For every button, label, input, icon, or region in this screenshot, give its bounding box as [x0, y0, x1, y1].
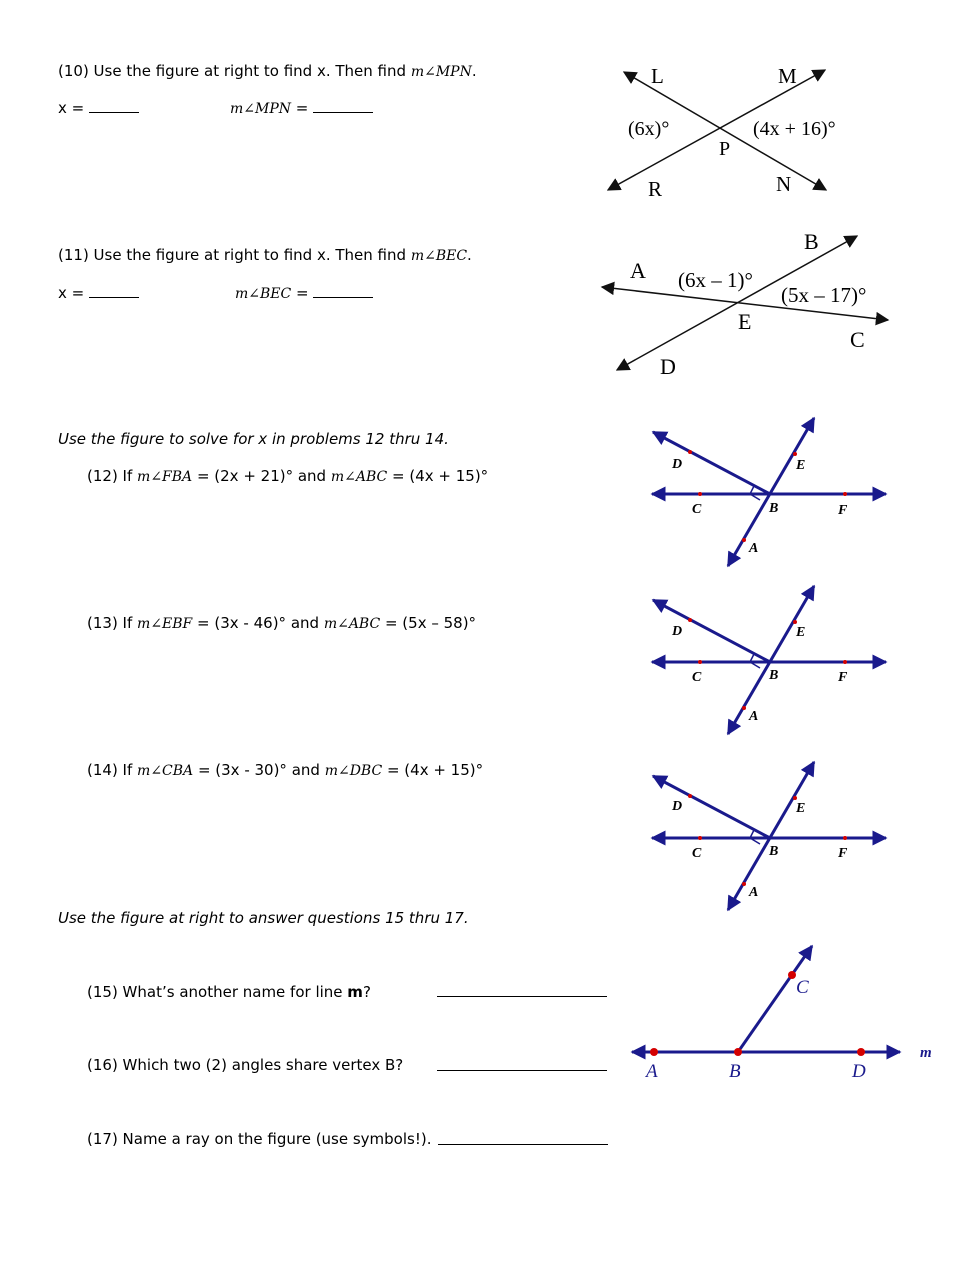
q13-fig-E: E	[796, 625, 806, 640]
q11-angle: m∠BEC	[410, 248, 468, 264]
q10-prompt-text: (10) Use the figure at right to find x. Then find	[58, 62, 411, 80]
q17-prompt: (17) Name a ray on the figure (use symbols!).	[87, 1130, 432, 1148]
q11-prompt-text: (11) Use the figure at right to find x. Then find	[58, 246, 411, 264]
q12-text-b: = (2x + 21)° and	[192, 467, 331, 485]
q10-right-angle: (4x + 16)°	[753, 118, 836, 140]
q10-angle: m∠MPN	[410, 64, 472, 80]
last-fig-B: B	[729, 1061, 741, 1082]
q10-label-N: N	[776, 172, 792, 196]
last-fig-A: A	[646, 1061, 658, 1082]
q11-angle-eq: =	[291, 284, 314, 302]
q12-fig-E: E	[796, 458, 806, 473]
q17-answer-blank[interactable]	[438, 1131, 608, 1145]
q11-x-label: x =	[58, 284, 89, 302]
q11-label-E: E	[738, 309, 752, 334]
q10-label-R: R	[648, 177, 663, 201]
q13-fig-F: F	[838, 670, 848, 685]
q14-fig-F: F	[838, 846, 848, 861]
last-fig-m: m	[920, 1045, 932, 1061]
q14-angle-1: m∠CBA	[137, 763, 194, 779]
q12-fig-C: C	[692, 502, 702, 517]
q11-angle-name: m∠BEC	[235, 286, 292, 302]
q14-fig-A: A	[749, 885, 759, 900]
q12-angle-2: m∠ABC	[330, 469, 388, 485]
q15-text-a: (15) What’s another name for line	[87, 983, 348, 1001]
q11-label-A: A	[630, 258, 646, 283]
q14-text-a: (14) If	[87, 761, 138, 779]
q14-angle-2: m∠DBC	[324, 763, 383, 779]
q14-fig-C: C	[692, 846, 702, 861]
q15-line-m: m	[347, 983, 363, 1001]
q14-text-b: = (3x - 30)° and	[193, 761, 325, 779]
q11-top-angle: (6x – 1)°	[678, 268, 753, 292]
q10-label-L: L	[651, 64, 664, 88]
q11-label-C: C	[850, 327, 865, 352]
intro-15-17: Use the figure at right to answer questions 15 thru 17.	[58, 909, 469, 927]
q12-fig-A: A	[749, 541, 759, 556]
q12-text-a: (12) If	[87, 467, 138, 485]
figure-q12	[652, 418, 886, 566]
q14-text-c: = (4x + 15)°	[382, 761, 484, 779]
q15-text-b: ?	[362, 983, 371, 1001]
q12-fig-F: F	[838, 503, 848, 518]
q10-prompt-end: .	[471, 62, 477, 80]
q13-angle-2: m∠ABC	[323, 616, 381, 632]
q13-text-b: = (3x - 46)° and	[192, 614, 324, 632]
q14-fig-E: E	[796, 801, 806, 816]
q13-angle-1: m∠EBF	[137, 616, 193, 632]
q13-text-a: (13) If	[87, 614, 138, 632]
q13-fig-D: D	[672, 624, 683, 639]
last-fig-D: D	[852, 1061, 866, 1082]
q16-prompt: (16) Which two (2) angles share vertex B?	[87, 1056, 404, 1074]
q13-fig-B: B	[769, 668, 779, 683]
q15-answer-blank[interactable]	[437, 983, 607, 997]
q12-fig-D: D	[672, 457, 683, 472]
intro-12-14: Use the figure to solve for x in problems 12 thru 14.	[58, 430, 449, 448]
q10-label-P: P	[719, 138, 731, 160]
q16-answer-blank[interactable]	[437, 1057, 607, 1071]
q13-text-c: = (5x – 58)°	[380, 614, 477, 632]
q10-x-label: x =	[58, 99, 89, 117]
q10-left-angle: (6x)°	[628, 118, 670, 140]
q13-fig-C: C	[692, 670, 702, 685]
q11-right-angle: (5x – 17)°	[781, 283, 867, 307]
figure-q14	[652, 762, 886, 910]
q12-angle-1: m∠FBA	[137, 469, 193, 485]
q10-angle-eq: =	[291, 99, 314, 117]
q10-angle-name: m∠MPN	[230, 101, 292, 117]
q15-prompt	[87, 983, 371, 1001]
figure-q13	[652, 586, 886, 734]
last-fig-C: C	[796, 977, 809, 998]
q14-fig-D: D	[672, 799, 683, 814]
q10-label-M: M	[778, 64, 797, 88]
q13-fig-A: A	[749, 709, 759, 724]
q14-fig-B: B	[769, 844, 779, 859]
q11-label-B: B	[804, 229, 819, 254]
q12-fig-B: B	[769, 501, 779, 516]
figure-q15-17	[632, 946, 932, 1082]
q12-text-c: = (4x + 15)°	[387, 467, 489, 485]
q11-label-D: D	[660, 354, 676, 379]
q11-prompt-end: .	[467, 246, 472, 264]
